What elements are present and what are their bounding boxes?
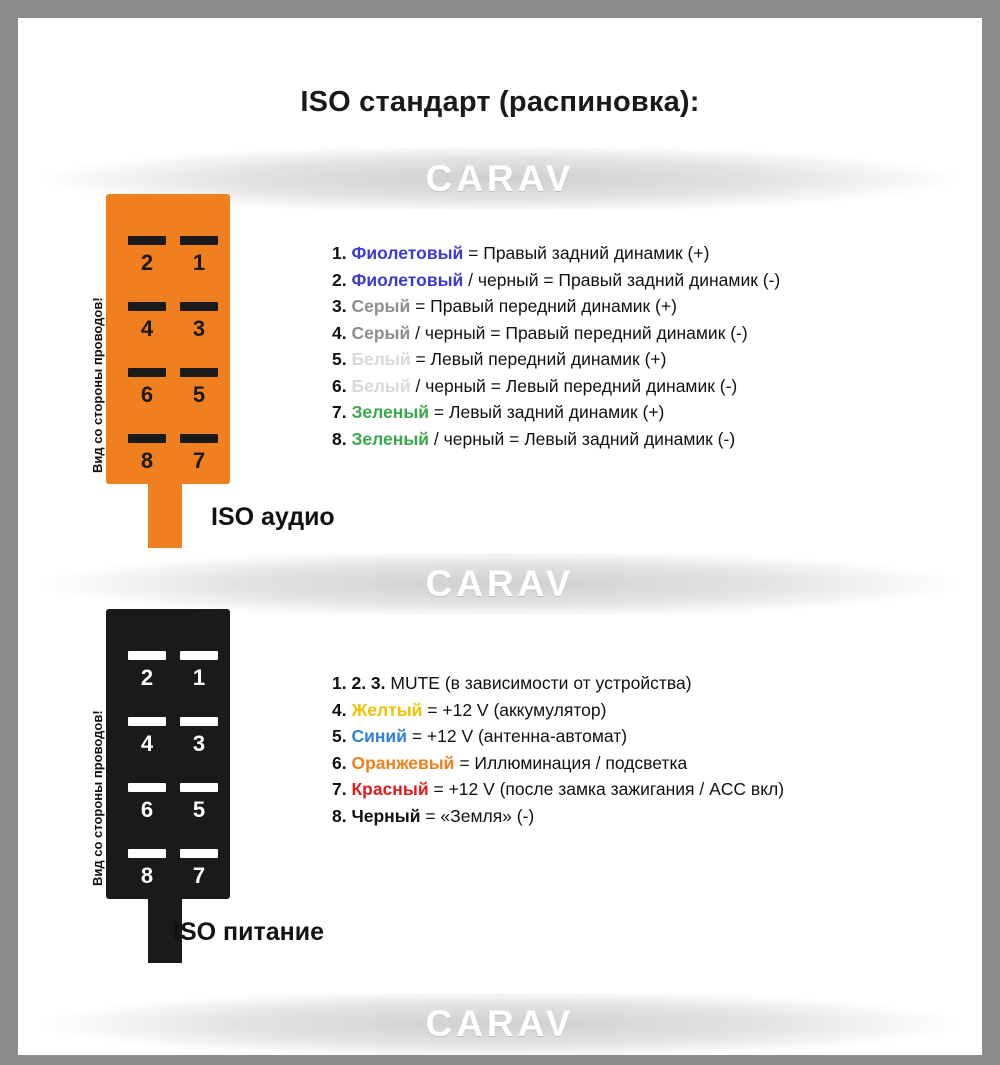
- power-legend-row: [332, 723, 784, 750]
- power-legend-index: 1. 2. 3.: [332, 673, 391, 693]
- audio-legend-index: 3.: [332, 296, 352, 316]
- audio-legend-description: / черный = Левый передний динамик (-): [410, 375, 738, 396]
- power-legend-wire-color: Желтый: [351, 699, 423, 720]
- power-pin-8-number: 8: [140, 863, 154, 888]
- power-legend-description: MUTE (в зависимости от устройства): [390, 673, 692, 693]
- audio-pin-6-contact: [128, 368, 166, 377]
- audio-pin-5-number: 5: [192, 382, 206, 407]
- power-legend-index: 6.: [332, 752, 352, 773]
- power-legend-wire-color: Красный: [351, 779, 429, 799]
- audio-pin-6-number: 6: [140, 382, 154, 407]
- power-pin-4-contact: [128, 717, 166, 726]
- power-pin-2-contact: [128, 651, 166, 660]
- power-legend-description: = +12 V (после замка зажигания / ACC вкл): [428, 779, 785, 799]
- watermark-logo-middle: CARAV: [425, 563, 575, 604]
- audio-legend-wire-color: Зеленый: [351, 428, 430, 449]
- audio-legend-wire-color: Серый: [351, 296, 411, 316]
- power-legend-description: = +12 V (аккумулятор): [422, 699, 607, 720]
- audio-legend-row: [332, 240, 780, 267]
- power-pin-4: [122, 717, 172, 773]
- audio-side-label: Вид со стороны проводов!: [90, 297, 105, 473]
- audio-pin-4-contact: [128, 302, 166, 311]
- audio-legend-wire-color: Серый: [351, 322, 411, 343]
- power-legend-row: [332, 776, 784, 803]
- audio-legend-description: / черный = Правый передний динамик (-): [410, 322, 748, 343]
- audio-pin-3-contact: [180, 302, 218, 311]
- audio-legend-row: [332, 293, 780, 320]
- audio-pin-3-number: 3: [192, 316, 206, 341]
- audio-pin-7-contact: [180, 434, 218, 443]
- power-pin-3-contact: [180, 717, 218, 726]
- audio-legend-index: 2.: [332, 269, 352, 290]
- audio-legend-wire-color: Фиолетовый: [351, 243, 464, 263]
- power-pin-8-contact: [128, 849, 166, 858]
- power-legend: [332, 670, 784, 829]
- power-pin-1-number: 1: [192, 665, 206, 690]
- power-legend-description: = +12 V (антенна-автомат): [406, 726, 628, 746]
- audio-legend: [332, 240, 780, 452]
- power-legend-index: 8.: [332, 805, 352, 826]
- power-legend-row: [332, 750, 784, 777]
- power-side-label: Вид со стороны проводов!: [90, 710, 105, 886]
- power-legend-wire-color: Синий: [351, 726, 407, 746]
- audio-pin-8-number: 8: [140, 448, 154, 473]
- audio-legend-row: [332, 320, 780, 347]
- audio-pin-1-contact: [180, 236, 218, 245]
- audio-pin-5: [174, 368, 224, 424]
- page-title: ISO стандарт (распиновка):: [300, 86, 700, 118]
- power-legend-wire-color: Черный: [351, 805, 421, 826]
- power-pin-1-contact: [180, 651, 218, 660]
- power-pin-7-number: 7: [192, 863, 206, 888]
- power-legend-index: 7.: [332, 779, 352, 799]
- audio-legend-row: [332, 399, 780, 426]
- power-pin-5: [174, 783, 224, 839]
- audio-pin-8-contact: [128, 434, 166, 443]
- diagram-page: [18, 18, 982, 1047]
- audio-legend-index: 1.: [332, 243, 352, 263]
- power-legend-index: 4.: [332, 699, 352, 720]
- power-pin-3-number: 3: [192, 731, 206, 756]
- power-legend-row: [332, 803, 784, 830]
- power-pin-4-number: 4: [140, 731, 154, 756]
- power-legend-description: = «Земля» (-): [420, 805, 535, 826]
- audio-pin-6: [122, 368, 172, 424]
- power-legend-row: [332, 697, 784, 724]
- audio-pin-5-contact: [180, 368, 218, 377]
- audio-legend-description: = Левый передний динамик (+): [410, 349, 667, 369]
- audio-legend-wire-color: Белый: [351, 349, 411, 369]
- power-pin-6-contact: [128, 783, 166, 792]
- audio-legend-description: = Правый задний динамик (+): [463, 243, 710, 263]
- power-pin-2: [122, 651, 172, 707]
- power-legend-row: [332, 670, 784, 697]
- audio-legend-index: 7.: [332, 402, 352, 422]
- audio-pin-4: [122, 302, 172, 358]
- audio-legend-description: / черный = Левый задний динамик (-): [429, 428, 736, 449]
- iso-power-caption: ISO питание: [173, 918, 325, 946]
- audio-pin-1-number: 1: [192, 250, 206, 275]
- audio-pin-7-number: 7: [192, 448, 206, 473]
- audio-legend-index: 4.: [332, 322, 352, 343]
- audio-connector-tail: [148, 482, 182, 548]
- audio-legend-row: [332, 267, 780, 294]
- power-pin-5-contact: [180, 783, 218, 792]
- audio-legend-index: 8.: [332, 428, 352, 449]
- audio-pin-4-number: 4: [140, 316, 154, 341]
- power-pin-7: [174, 849, 224, 905]
- power-pin-1: [174, 651, 224, 707]
- power-legend-wire-color: Оранжевый: [351, 752, 455, 773]
- audio-pin-7: [174, 434, 224, 490]
- audio-pin-1: [174, 236, 224, 292]
- audio-legend-row: [332, 346, 780, 373]
- power-pin-6-number: 6: [140, 797, 154, 822]
- audio-legend-index: 6.: [332, 375, 352, 396]
- audio-pin-2-number: 2: [140, 250, 154, 275]
- audio-legend-wire-color: Фиолетовый: [351, 269, 464, 290]
- iso-audio-caption: ISO аудио: [211, 503, 335, 531]
- audio-legend-description: = Правый передний динамик (+): [410, 296, 677, 316]
- power-pin-2-number: 2: [140, 665, 154, 690]
- audio-pin-8: [122, 434, 172, 490]
- audio-legend-description: = Левый задний динамик (+): [429, 402, 665, 422]
- audio-pin-2-contact: [128, 236, 166, 245]
- watermark-logo-top: CARAV: [425, 158, 575, 199]
- audio-legend-index: 5.: [332, 349, 352, 369]
- power-legend-index: 5.: [332, 726, 352, 746]
- audio-pin-3: [174, 302, 224, 358]
- audio-legend-description: / черный = Правый задний динамик (-): [463, 269, 781, 290]
- audio-legend-row: [332, 426, 780, 453]
- power-legend-description: = Иллюминация / подсветка: [454, 752, 688, 773]
- power-pin-3: [174, 717, 224, 773]
- power-pin-5-number: 5: [192, 797, 206, 822]
- audio-legend-wire-color: Зеленый: [351, 402, 430, 422]
- watermark-logo-bottom: CARAV: [425, 1003, 575, 1044]
- power-pin-7-contact: [180, 849, 218, 858]
- power-pin-8: [122, 849, 172, 905]
- audio-pin-2: [122, 236, 172, 292]
- power-pin-6: [122, 783, 172, 839]
- audio-legend-wire-color: Белый: [351, 375, 411, 396]
- audio-legend-row: [332, 373, 780, 400]
